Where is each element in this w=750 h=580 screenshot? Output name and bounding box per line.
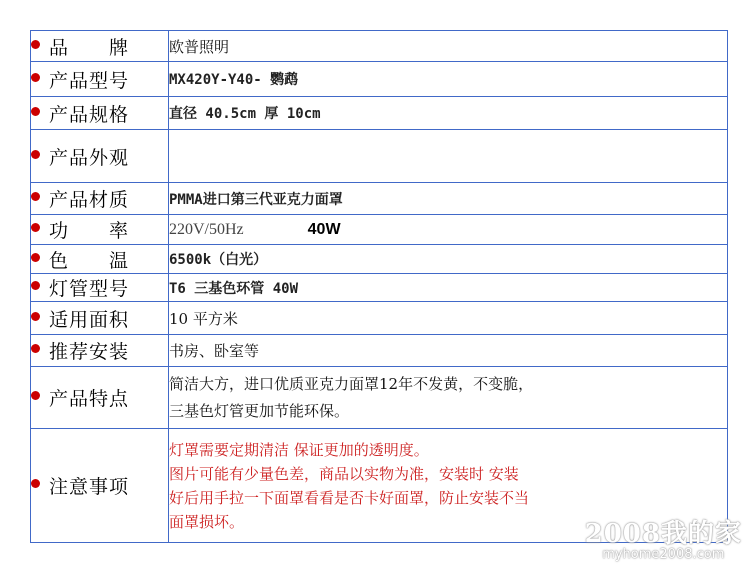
table-row (31, 215, 728, 245)
power-spec: 220V/50Hz (169, 221, 244, 238)
power-watt: 40W (307, 221, 341, 238)
row-label-cell (31, 97, 169, 130)
row-label-cell (31, 183, 169, 215)
row-label-cell (31, 335, 169, 367)
install-value: 书房、卧室等 (169, 335, 728, 367)
product-spec-table (30, 30, 728, 543)
row-label-cell (31, 31, 169, 62)
bullet-icon (31, 391, 40, 400)
install-label: 推荐安装 (49, 341, 130, 363)
row-label-cell (31, 130, 169, 183)
tube-model-label: 灯管型号 (49, 278, 130, 300)
features-line: 三基色灯管更加节能环保。 (169, 401, 350, 420)
row-label-cell (31, 302, 169, 335)
table-row (31, 274, 728, 302)
table-row (31, 302, 728, 335)
row-label-cell (31, 274, 169, 302)
bullet-icon (31, 479, 40, 488)
notice-value (169, 429, 728, 543)
watermark-sub: myhome2008.com (602, 547, 725, 562)
table-row (31, 62, 728, 97)
table-row (31, 429, 728, 543)
notice-line: 好后用手拉一下面罩看看是否卡好面罩，防止安装不当 (169, 488, 530, 507)
bullet-icon (31, 40, 40, 49)
material-value: PMMA进口第三代亚克力面罩 (169, 183, 728, 215)
power-value-cell (169, 215, 728, 245)
material-label: 产品材质 (49, 189, 130, 211)
table-row (31, 31, 728, 62)
table-row (31, 367, 728, 429)
bullet-icon (31, 253, 40, 262)
row-label-cell (31, 245, 169, 274)
bullet-icon (31, 73, 40, 82)
table-row (31, 183, 728, 215)
color-temp-label: 色 温 (49, 249, 130, 272)
area-value: 10 平方米 (169, 302, 728, 335)
row-label-cell (31, 215, 169, 245)
brand-value: 欧普照明 (169, 31, 728, 62)
appearance-value (169, 130, 728, 183)
notice-line: 图片可能有少量色差，商品以实物为准，安装时 安装 (169, 464, 519, 483)
model-value: MX420Y-Y40- 鹦鹉 (169, 62, 728, 97)
features-line: 简洁大方，进口优质亚克力面罩12年不发黄，不变脆， (169, 374, 534, 393)
size-value: 直径 40.5cm 厚 10cm (169, 97, 728, 130)
notice-line: 灯罩需要定期清洁 保证更加的透明度。 (169, 440, 429, 459)
table-row (31, 245, 728, 274)
row-label-cell (31, 429, 169, 543)
tube-model-value: T6 三基色环管 40W (169, 274, 728, 302)
table-row (31, 130, 728, 183)
area-label: 适用面积 (49, 308, 130, 331)
features-value (169, 367, 728, 429)
bullet-icon (31, 107, 40, 116)
watermark-main: 2008我的家 (584, 519, 742, 549)
color-temp-value: 6500k（白光） (169, 245, 728, 274)
bullet-icon (31, 150, 40, 159)
bullet-icon (31, 344, 40, 353)
model-label: 产品型号 (49, 69, 130, 92)
power-label: 功 率 (49, 220, 130, 242)
row-label-cell (31, 62, 169, 97)
table-row (31, 335, 728, 367)
bullet-icon (31, 192, 40, 201)
notice-line: 面罩损坏。 (169, 512, 245, 531)
size-label: 产品规格 (49, 103, 130, 126)
brand-label: 品 牌 (49, 36, 130, 59)
bullet-icon (31, 223, 40, 232)
bullet-icon (31, 281, 40, 290)
notice-label: 注意事项 (49, 476, 130, 498)
row-label-cell (31, 367, 169, 429)
appearance-label: 产品外观 (49, 146, 130, 169)
table-row (31, 97, 728, 130)
features-label: 产品特点 (49, 388, 130, 410)
bullet-icon (31, 312, 40, 321)
